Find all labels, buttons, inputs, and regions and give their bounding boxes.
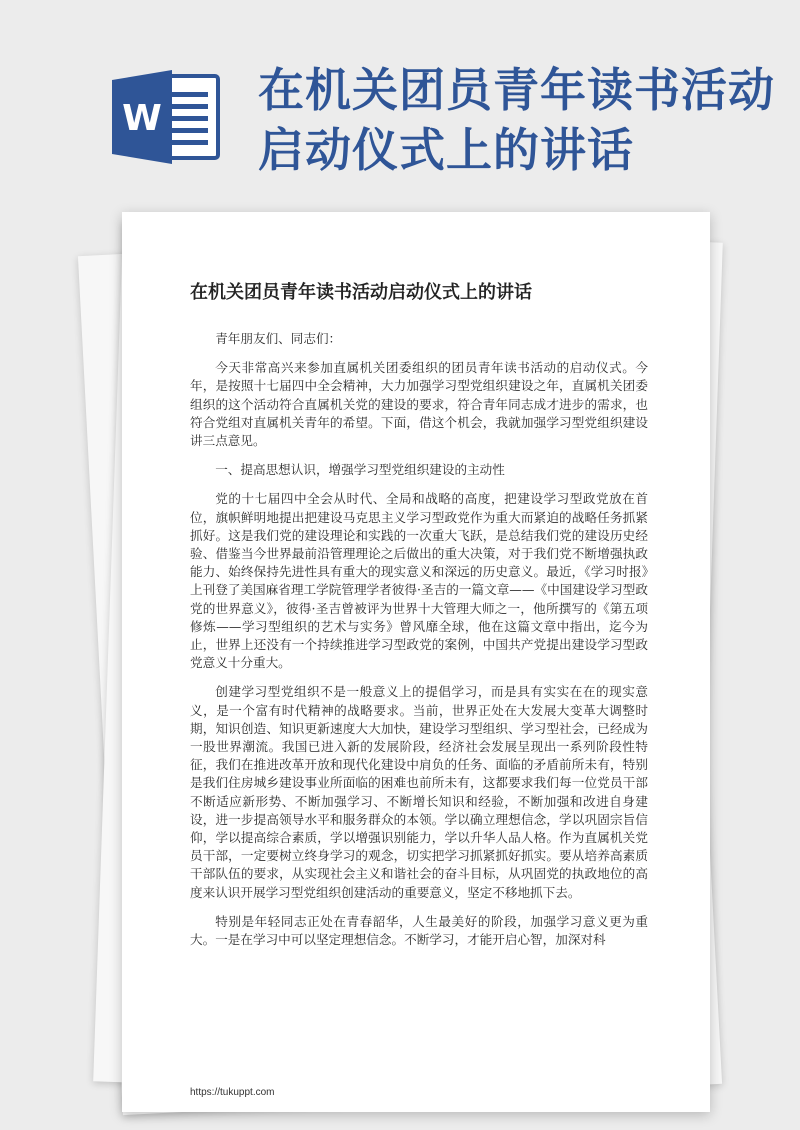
banner-title: 在机关团员青年读书活动启动仪式上的讲话 bbox=[258, 63, 775, 177]
paragraph: 特别是年轻同志正处在青春韶华，人生最美好的阶段，加强学习意义更为重大。一是在学习中可以坚定理想信念。不断学习，才能开启心智，加深对科 bbox=[190, 913, 648, 948]
banner bbox=[0, 0, 800, 210]
salutation: 青年朋友们、同志们： bbox=[215, 331, 342, 346]
paragraph: 今天非常高兴来参加直属机关团委组织的团员青年读书活动的启动仪式。今年，是按照十七届四中全会精神，大力加强学习型党组织建设之年，直属机关团委组织的这个活动符合直属机关党的建设的要求，符合青年同志成才进步的需求，也符合党组对直属机关青年的希望。下面，借这个机会，我就加强学习型党组织建设讲三点意见。 bbox=[190, 360, 648, 449]
section-heading: 一、提高思想认识，增强学习型党组织建设的主动性 bbox=[215, 462, 505, 478]
document-title: 在机关团员青年读书活动启动仪式上的讲话 bbox=[190, 282, 532, 303]
document-page bbox=[122, 212, 710, 1112]
footer-url: https://tukuppt.com bbox=[190, 1087, 275, 1098]
paragraph: 党的十七届四中全会从时代、全局和战略的高度，把建设学习型政党放在首位，旗帜鲜明地提出把建设马克思主义学习型政党作为重大而紧迫的战略任务抓紧抓好。这是我们党的建设理论和实践的一次重大飞跃，是总结我们党的建设历史经验、借鉴当今世界最前沿管理理论之后做出的重大决策，对于我们党不断增强执政能力、始终保持先进性具有重大的现实意义和深远的历史意义。最近，《学习时报》上刊登了美国麻省理工学院管理学者彼得·圣吉的一篇文章——《中国建设学习型政党的世界意义》，彼得·圣吉曾被评为世界十大管理大师之一，他所撰写的《第五项修炼——学习型组织的艺术与实务》曾风靡全球，他在这篇文章中指出，迄今为止，世界上还没有一个持续推进学习型政党的案例，中国共产党提出建设学习型政党意义十分重大。 bbox=[190, 491, 648, 671]
paragraph: 创建学习型党组织不是一般意义上的提倡学习，而是具有实实在在的现实意义，是一个富有时代精神的战略要求。当前，世界正处在大发展大变革大调整时期，知识创造、知识更新速度大大加快，建设学习型组织、学习型社会，已经成为一股世界潮流。我国已进入新的发展阶段，经济社会发展呈现出一系列阶段性特征，我们在推进改革开放和现代化建设中肩负的任务、面临的矛盾前所未有，特别是我们住房城乡建设事业所面临的困难也前所未有，这都要求我们每一位党员干部不断适应新形势、不断加强学习、不断增长知识和经验，不断加强和改进自身建设，进一步提高领导水平和服务群众的本领。学以确立理想信念，学以巩固宗旨信仰，学以提高综合素质，学以增强识别能力，学以升华人品人格。作为直属机关党员干部，一定要树立终身学习的观念，切实把学习抓紧抓好抓实。要从培养高素质干部队伍的要求，从实现社会主义和谐社会的奋斗目标，从巩固党的执政地位的高度来认识开展学习型党组织创建活动的重要意义，坚定不移地抓下去。 bbox=[190, 684, 648, 900]
svg-text:W: W bbox=[122, 98, 162, 139]
word-doc-icon bbox=[112, 70, 220, 164]
